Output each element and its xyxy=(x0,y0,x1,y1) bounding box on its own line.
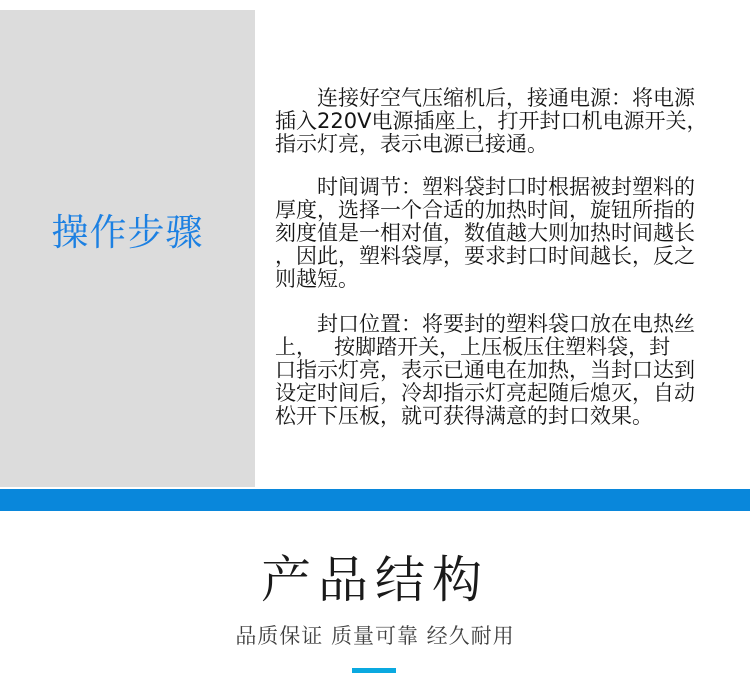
operation-steps-panel xyxy=(0,10,255,487)
text-line: 厚度，选择一个合适的加热时间，旋钮所指的 xyxy=(275,198,695,222)
paragraph-sealing-position xyxy=(275,313,745,428)
text-line: 连接好空气压缩机后，接通电源：将电源 xyxy=(317,86,695,110)
paragraph-time-adjustment xyxy=(275,176,745,291)
instructions-block xyxy=(275,87,745,428)
product-structure-title: 产品结构 xyxy=(261,551,489,609)
product-structure-subtitle: 品质保证 质量可靠 经久耐用 xyxy=(235,624,515,648)
text-line: 设定时间后，冷却指示灯亮起随后熄灭，自动 xyxy=(275,381,695,405)
text-line: 刻度值是一相对值，数值越大则加热时间越长 xyxy=(275,221,695,245)
paragraph-power-connection xyxy=(275,87,745,156)
text-line: 指示灯亮，表示电源已接通。 xyxy=(275,132,548,156)
text-line: 封口位置：将要封的塑料袋口放在电热丝 xyxy=(317,312,695,336)
operation-steps-label: 操作步骤 xyxy=(51,210,204,254)
text-line: 上， 按脚踏开关，上压板压住塑料袋，封 xyxy=(275,335,671,359)
text-line: 时间调节：塑料袋封口时根据被封塑料的 xyxy=(317,175,695,199)
section-divider-bar xyxy=(0,489,750,511)
title-underline-accent xyxy=(352,668,396,673)
text-line: 松开下压板，就可获得满意的封口效果。 xyxy=(275,404,653,428)
text-line: 则越短。 xyxy=(275,267,359,291)
text-line: 插入220V电源插座上，打开封口机电源开关， xyxy=(275,109,708,133)
text-line: ，因此，塑料袋厚，要求封口时间越长，反之 xyxy=(275,244,695,268)
text-line: 口指示灯亮，表示已通电在加热，当封口达到 xyxy=(275,358,695,382)
